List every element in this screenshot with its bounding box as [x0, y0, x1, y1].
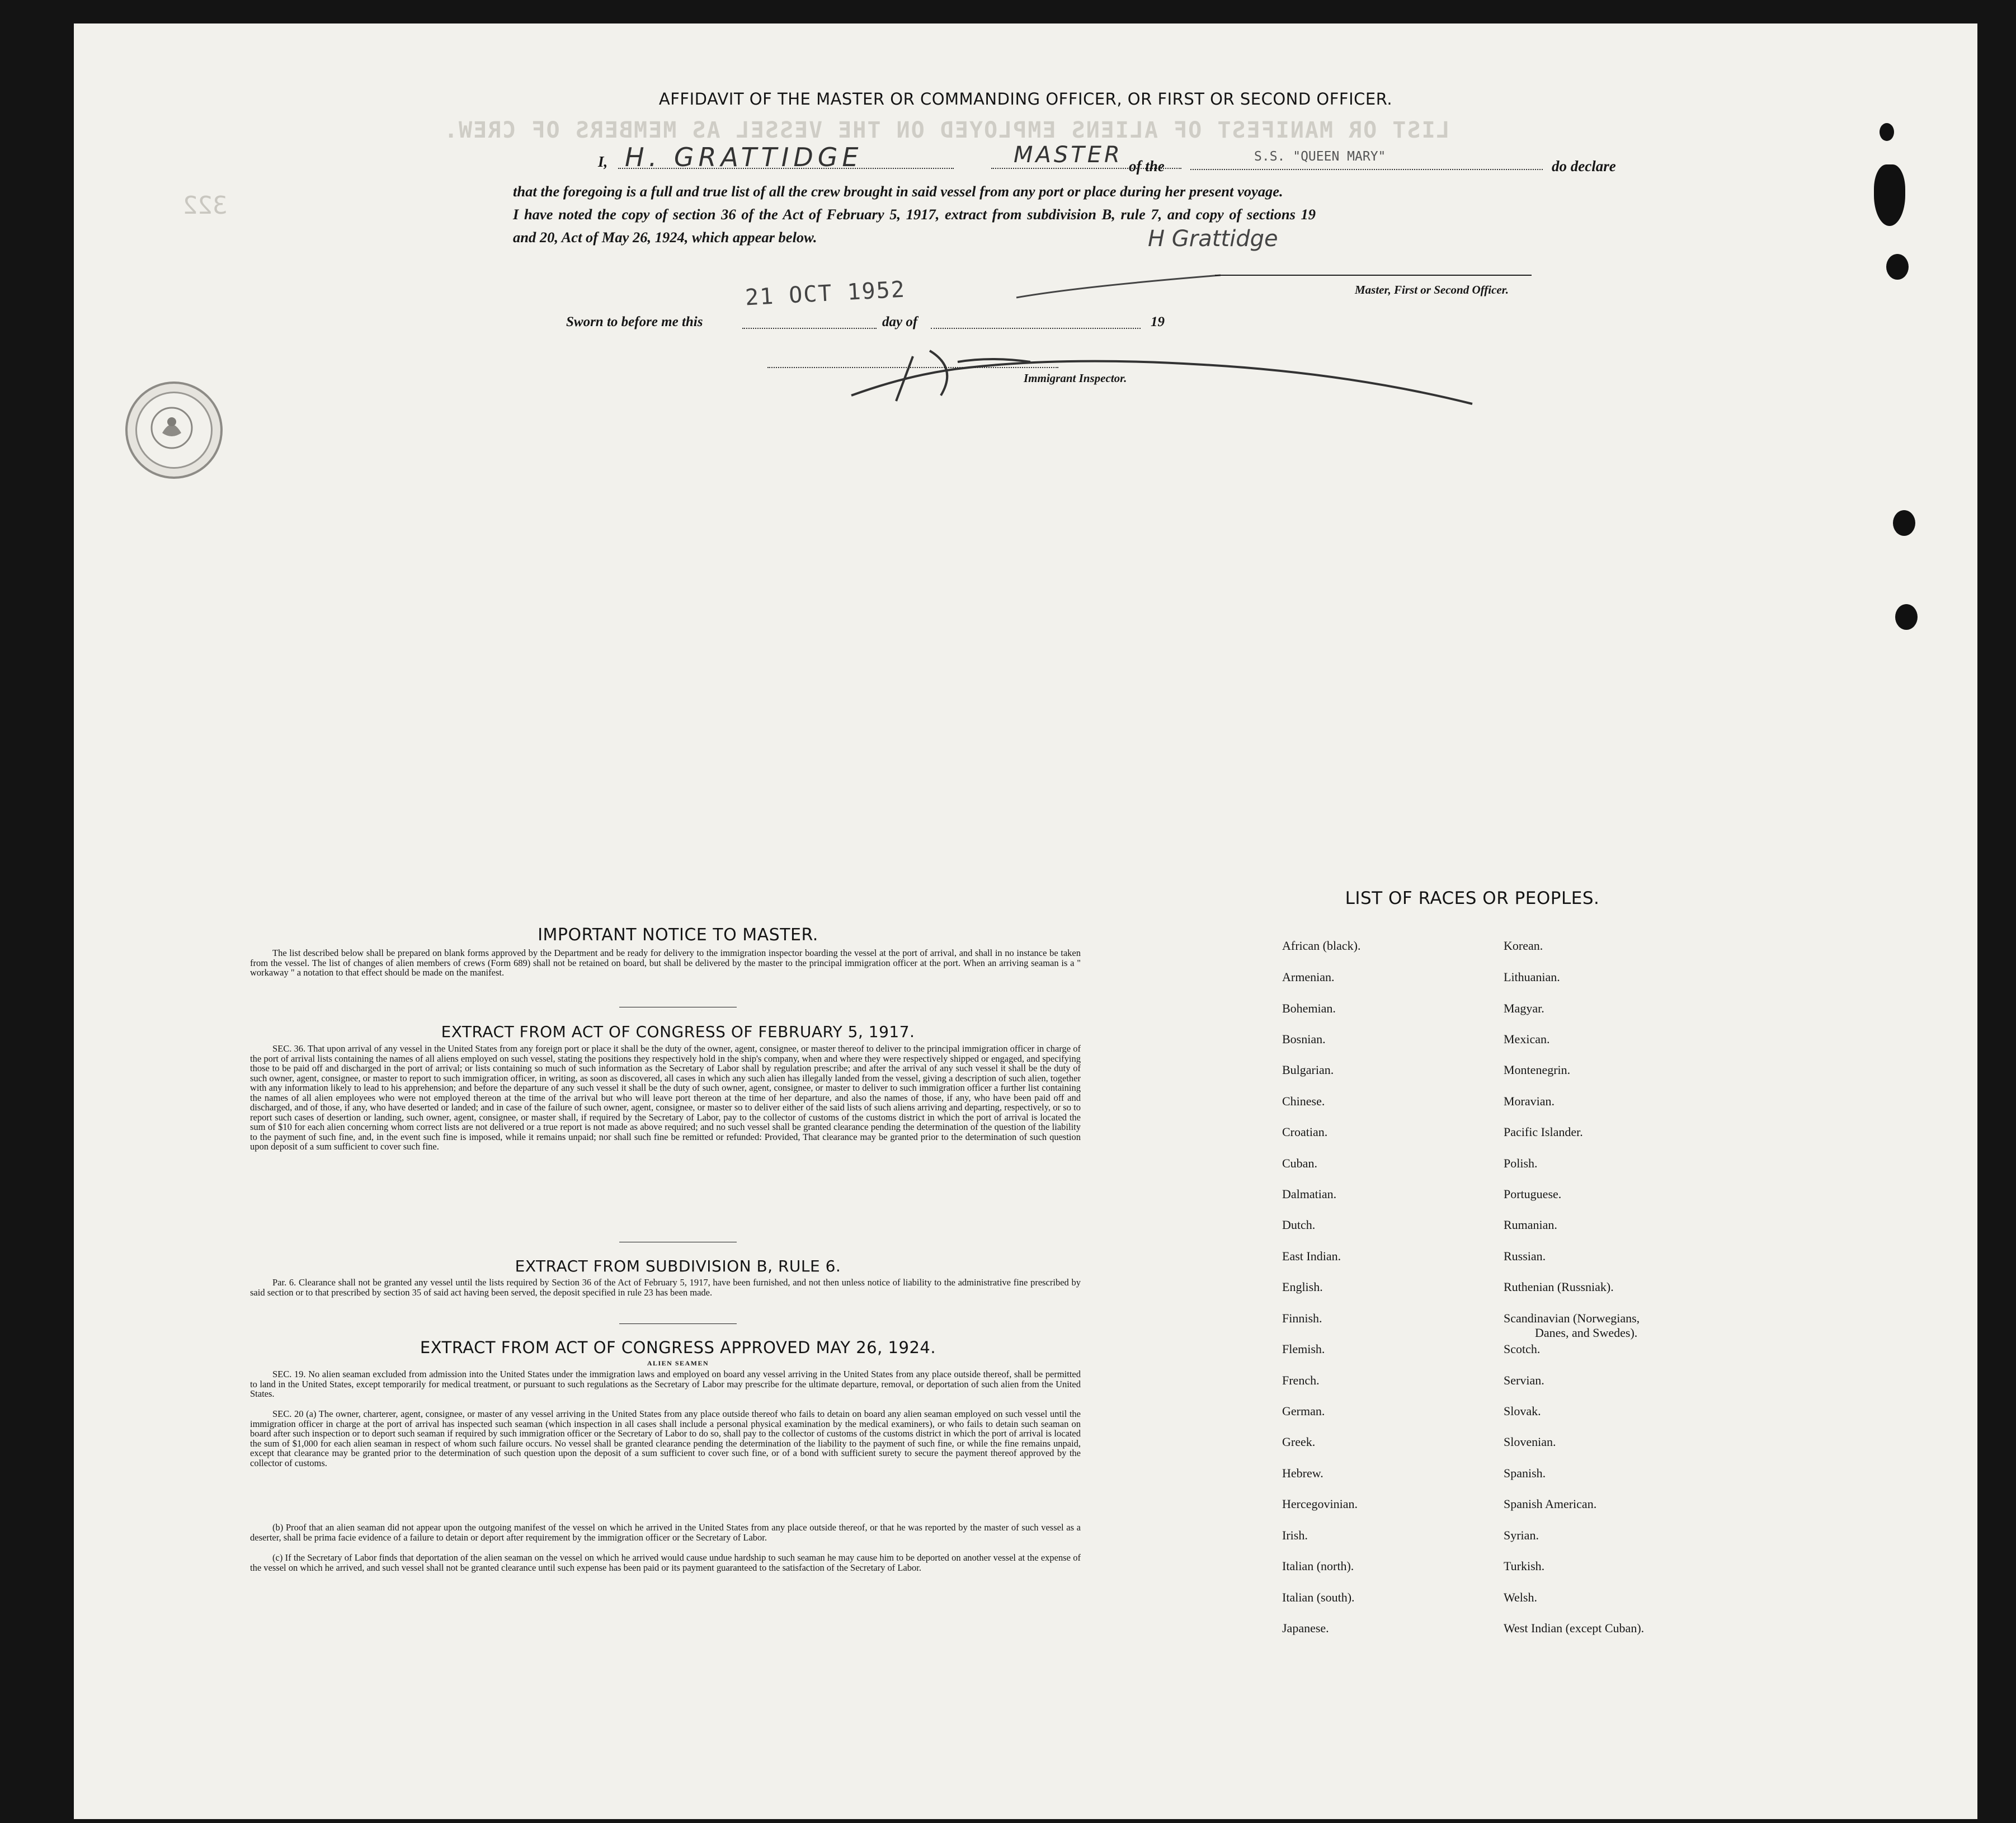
- punch-hole: [1880, 123, 1894, 141]
- handwritten-master-name: H. GRATTIDGE: [625, 142, 863, 172]
- race-item: Japanese.: [1282, 1621, 1329, 1635]
- race-item: Bulgarian.: [1282, 1063, 1334, 1077]
- race-item: French.: [1282, 1373, 1320, 1387]
- bleed-through-title: LIST OR MANIFEST OF ALIENS EMPLOYED ON THE VESSEL AS MEMBERS OF CREW.: [443, 117, 1450, 143]
- sworn-month-line: [931, 328, 1141, 329]
- sworn-date-line: [742, 328, 877, 329]
- vessel-name-typed: S.S. "QUEEN MARY": [1254, 149, 1386, 164]
- extract-rule-title: EXTRACT FROM SUBDIVISION B, RULE 6.: [515, 1257, 841, 1275]
- extract-rule-text: Par. 6. Clearance shall not be granted any vessel until the lists required by Section 36 of the Act of February 5, 1917, have been furnished, and not then unless notice of liability to the administrative fine prescribed by said section or to that prescribed by section 35 of said act having been served, the deposit specified in rule 23 has been made.: [250, 1277, 1081, 1298]
- race-item: Lithuanian.: [1504, 970, 1560, 984]
- affidavit-word-i: I,: [598, 153, 608, 170]
- punch-hole: [1895, 604, 1918, 630]
- sworn-prefix: Sworn to before me this: [566, 314, 703, 329]
- race-item: West Indian (except Cuban).: [1504, 1621, 1645, 1635]
- race-item: Dutch.: [1282, 1218, 1316, 1232]
- race-item: Hebrew.: [1282, 1466, 1323, 1480]
- punch-hole: [1874, 164, 1905, 226]
- race-item: Spanish American.: [1504, 1497, 1597, 1511]
- race-item: Scandinavian (Norwegians,: [1504, 1311, 1640, 1325]
- signer-label: Master, First or Second Officer.: [1355, 283, 1509, 296]
- sec-20b-text: (b) Proof that an alien seaman did not appear upon the outgoing manifest of the vessel on which he arrived in the United States from any place outside thereof, or that he was reported by the master of such vessel as a deserter, shall be prima facie evidence of a failure to detain or deport after requirement by the immigration officer or the Secretary of Labor.: [250, 1522, 1081, 1543]
- race-item: Greek.: [1282, 1435, 1316, 1449]
- race-item: Finnish.: [1282, 1311, 1322, 1325]
- sworn-day-of: day of: [882, 314, 918, 329]
- race-item: Mexican.: [1504, 1032, 1550, 1046]
- race-item: Pacific Islander.: [1504, 1125, 1583, 1139]
- race-item: Polish.: [1504, 1156, 1538, 1170]
- race-item: Syrian.: [1504, 1528, 1539, 1542]
- race-item: Welsh.: [1504, 1590, 1537, 1604]
- extract-1924-title: EXTRACT FROM ACT OF CONGRESS APPROVED MAY 26, 1924.: [420, 1338, 936, 1357]
- race-item: Dalmatian.: [1282, 1187, 1337, 1201]
- races-title: LIST OF RACES OR PEOPLES.: [1345, 888, 1600, 908]
- race-item: Korean.: [1504, 939, 1543, 953]
- sec-19-text: SEC. 19. No alien seaman excluded from admission into the United States under the immigration laws and employed on board any vessel arriving in the United States from any place outside thereof, shall be permitted to land in the United States, except temporarily for medical treatment, or pursuant to such regulations as the Secretary of Labor may prescribe for the ultimate departure, removal, or deportation of such alien from the United States.: [250, 1369, 1081, 1399]
- race-item: Italian (south).: [1282, 1590, 1355, 1604]
- race-item-continuation: Danes, and Swedes).: [1535, 1326, 1638, 1340]
- race-item: Flemish.: [1282, 1342, 1325, 1356]
- race-item: Hercegovinian.: [1282, 1497, 1358, 1511]
- extract-1917-title: EXTRACT FROM ACT OF CONGRESS OF FEBRUARY 5, 1917.: [441, 1023, 915, 1041]
- sec-20c-text: (c) If the Secretary of Labor finds that deportation of the alien seaman on the vessel on which he arrived would cause undue hardship to such seaman he may cause him to be deported on another vessel at the expense of the vessel on which he arrived, and such vessel shall not be granted clearance until such expense has been paid or its payment guaranteed to the satisfaction of the Secretary of Labor.: [250, 1552, 1081, 1573]
- race-item: Rumanian.: [1504, 1218, 1557, 1232]
- extract-1917-text: SEC. 36. That upon arrival of any vessel in the United States from any foreign port or place it shall be the duty of the owner, agent, consignee, or master thereof to deliver to the principal immigration officer in charge of the port of arrival lists containing the names of all aliens employed on such vessel, stating the positions they respectively hold in the ship's company, when and where they were respectively shipped or engaged, and specifying those to be paid off and discharged in the port of arrival; or lists containing so much of such information as the Secretary of Labor shall by regulation prescribe; and after the arrival of any such vessel it shall be the duty of such owner, agent, consignee, or master to report to such immigration officer, in writing, as soon as discovered, all cases in which any such alien has illegally landed from the vessel, giving a description of such alien, together with any information likely to lead to his apprehension; and before the departure of any such vessel it shall be the duty of such owner, agent, consignee, or master to deliver to such immigration officer a further list containing the names of all alien employees who were not employed thereon at the time of the arrival but who will leave port thereon at the time of her departure, and also the names of those, if any, who have been paid off and discharged, and of those, if any, who have deserted or landed; and in case of the failure of such owner, agent, consignee, or master so to deliver either of the said lists of such aliens arriving and departing, respectively, or so to report such cases of desertion or landing, such owner, agent, consignee, or master shall, if required by the Secretary of Labor, pay to the collector of customs of the customs district in which the port of arrival is located the sum of $10 for each alien concerning whom correct lists are not delivered or a true report is not made as above required; and no such vessel shall be granted clearance pending the determination of the question of the liability to the payment of such fine, and, in the event such fine is imposed, while it remains unpaid; nor shall such fine be remitted or refunded: Provided, That clearance may be granted prior to the determination of such question upon deposit of a sum sufficient to cover such fine.: [250, 1043, 1081, 1152]
- race-item: Montenegrin.: [1504, 1063, 1571, 1077]
- vessel-field-line: [1190, 169, 1543, 170]
- race-item: Moravian.: [1504, 1094, 1555, 1108]
- master-signature: H Grattidge: [1148, 226, 1278, 252]
- alien-seamen-subtitle: ALIEN SEAMEN: [647, 1359, 709, 1367]
- inspector-signature-line: [767, 367, 1058, 368]
- date-stamp: 21 OCT 1952: [744, 276, 906, 311]
- handwritten-rank: MASTER: [1014, 142, 1123, 168]
- sworn-year: 19: [1151, 314, 1165, 329]
- race-item: Irish.: [1282, 1528, 1308, 1542]
- inspector-signature: [846, 334, 1483, 412]
- affidavit-line-2: that the foregoing is a full and true list of all the crew brought in said vessel from any port or place during her present voyage.: [513, 183, 1283, 200]
- extract-rule-divider: [619, 1323, 737, 1324]
- race-item: German.: [1282, 1404, 1325, 1418]
- master-signature-line: [1215, 275, 1532, 276]
- notice-text: The list described below shall be prepared on blank forms approved by the Department and be ready for delivery to the immigration inspector boarding the vessel at the port of arrival, and shall in no instance be taken from the vessel. The list of changes of alien members of crews (Form 689) shall not be retained on board, but shall be delivered by the master to the principal immigration officer at the port. When an arriving seaman is a " workaway " a notation to that effect should be made on the manifest.: [250, 948, 1081, 978]
- race-item: Scotch.: [1504, 1342, 1541, 1356]
- signature-flourish: [1014, 264, 1226, 303]
- race-item: Italian (north).: [1282, 1559, 1354, 1573]
- race-item: African (black).: [1282, 939, 1361, 953]
- race-item: Turkish.: [1504, 1559, 1545, 1573]
- race-item: Bosnian.: [1282, 1032, 1326, 1046]
- affidavit-line-4: and 20, Act of May 26, 1924, which appear below.: [513, 229, 817, 246]
- affidavit-line-3: I have noted the copy of section 36 of the Act of February 5, 1917, extract from subdivision B, rule 7, and copy of sections 19: [513, 206, 1316, 223]
- bleed-through-page-number: 322: [183, 191, 228, 220]
- sec-20a-text: SEC. 20 (a) The owner, charterer, agent, consignee, or master of any vessel arriving in the United States from any place outside thereof who fails to detain on board any alien seaman employed on such vessel until the immigration officer in charge at the port of arrival has inspected such seaman (which inspection in all cases shall include a personal physical examination by the medical examiners), or who fails to detain such seaman on board after such inspection or to deport such seaman if required by such immigration officer or the Secretary of Labor to do so, shall pay to the collector of customs of the customs district in which the port of arrival is located the sum of $1,000 for each alien seaman in respect of whom such failure occurs. No vessel shall be granted clearance pending the determination of the liability to the payment of such fine, or while the fine remains unpaid, except that clearance may be granted prior to the determination of such question upon the deposit of a sum sufficient to cover such fine, or of a bond with sufficient surety to secure the payment thereof approved by the collector of customs.: [250, 1409, 1081, 1468]
- race-item: Chinese.: [1282, 1094, 1325, 1108]
- affidavit-word-of: of the: [1129, 158, 1165, 175]
- race-item: Russian.: [1504, 1249, 1546, 1263]
- race-item: Bohemian.: [1282, 1001, 1336, 1015]
- race-item: English.: [1282, 1280, 1323, 1294]
- punch-hole: [1886, 254, 1909, 280]
- race-item: Servian.: [1504, 1373, 1544, 1387]
- race-item: Slovenian.: [1504, 1435, 1556, 1449]
- inspector-label: Immigrant Inspector.: [1024, 371, 1127, 385]
- affidavit-word-declare: do declare: [1552, 158, 1616, 175]
- race-item: Ruthenian (Russniak).: [1504, 1280, 1614, 1294]
- race-item: Spanish.: [1504, 1466, 1546, 1480]
- punch-hole: [1893, 510, 1915, 536]
- race-item: East Indian.: [1282, 1249, 1341, 1263]
- race-item: Portuguese.: [1504, 1187, 1562, 1201]
- race-item: Cuban.: [1282, 1156, 1317, 1170]
- embossed-seal: [125, 381, 223, 479]
- race-item: Slovak.: [1504, 1404, 1541, 1418]
- document-page: [74, 23, 1977, 1819]
- race-item: Croatian.: [1282, 1125, 1328, 1139]
- race-item: Magyar.: [1504, 1001, 1544, 1015]
- race-item: Armenian.: [1282, 970, 1335, 984]
- notice-title: IMPORTANT NOTICE TO MASTER.: [538, 925, 818, 945]
- affidavit-title: AFFIDAVIT OF THE MASTER OR COMMANDING OFFICER, OR FIRST OR SECOND OFFICER.: [658, 89, 1393, 109]
